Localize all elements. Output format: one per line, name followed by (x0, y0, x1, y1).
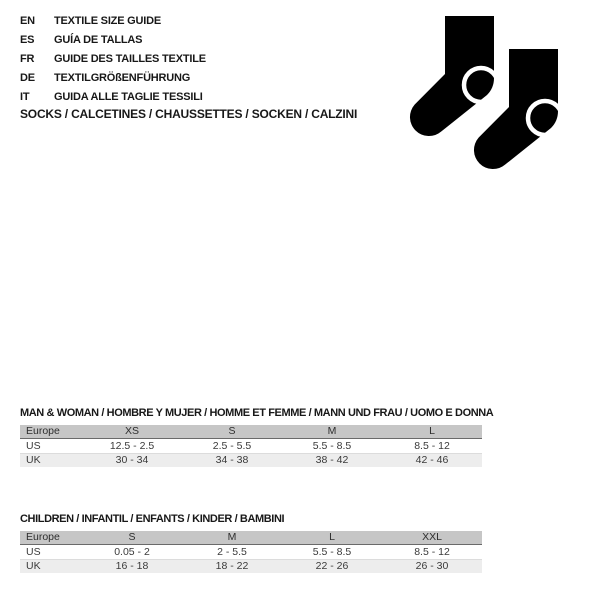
header-cell: XXL (382, 531, 482, 544)
value-cell: 2 - 5.5 (182, 544, 282, 559)
value-cell: 16 - 18 (82, 559, 182, 573)
value-cell: 38 - 42 (282, 453, 382, 467)
sock-back (410, 16, 498, 136)
header-cell: Europe (20, 531, 82, 544)
value-cell: 30 - 34 (82, 453, 182, 467)
value-cell: 34 - 38 (182, 453, 282, 467)
table-title: CHILDREN / INFANTIL / ENFANTS / KINDER / BAMBINI (20, 513, 285, 525)
language-list (20, 12, 206, 107)
language-row (20, 69, 206, 88)
value-cell: 26 - 30 (382, 559, 482, 573)
header-cell: M (282, 425, 382, 438)
language-code: ES (20, 34, 35, 46)
language-label: GUIDA ALLE TAGLIE TESSILI (54, 91, 203, 103)
language-label: TEXTILE SIZE GUIDE (54, 15, 162, 27)
header-cell: L (282, 531, 382, 544)
value-cell: 8.5 - 12 (382, 438, 482, 453)
value-cell: 2.5 - 5.5 (182, 438, 282, 453)
language-row (20, 88, 206, 107)
category-title: SOCKS / CALCETINES / CHAUSSETTES / SOCKEN / CALZINI (20, 107, 358, 121)
value-cell: 12.5 - 2.5 (82, 438, 182, 453)
language-row (20, 31, 206, 50)
table-title: MAN & WOMAN / HOMBRE Y MUJER / HOMME ET FEMME / MANN UND FRAU / UOMO E DONNA (20, 407, 494, 419)
value-cell: 5.5 - 8.5 (282, 438, 382, 453)
language-code: FR (20, 53, 35, 65)
region-cell: US (20, 438, 82, 453)
header-cell: S (82, 531, 182, 544)
value-cell: 18 - 22 (182, 559, 282, 573)
language-code: EN (20, 15, 35, 27)
header-cell: XS (82, 425, 182, 438)
language-row (20, 12, 206, 31)
language-label: GUÍA DE TALLAS (54, 34, 143, 46)
size-table-man-woman (20, 407, 494, 467)
language-row (20, 50, 206, 69)
header-cell: S (182, 425, 282, 438)
region-cell: UK (20, 559, 82, 573)
size-grid (20, 425, 482, 467)
value-cell: 5.5 - 8.5 (282, 544, 382, 559)
size-grid (20, 531, 482, 573)
language-label: TEXTILGRÖßENFÜHRUNG (54, 72, 191, 84)
header-cell: M (182, 531, 282, 544)
header-cell: L (382, 425, 482, 438)
value-cell: 8.5 - 12 (382, 544, 482, 559)
language-code: IT (20, 91, 30, 103)
size-table-children (20, 513, 482, 573)
region-cell: US (20, 544, 82, 559)
value-cell: 0.05 - 2 (82, 544, 182, 559)
value-cell: 22 - 26 (282, 559, 382, 573)
language-code: DE (20, 72, 35, 84)
header-cell: Europe (20, 425, 82, 438)
value-cell: 42 - 46 (382, 453, 482, 467)
language-label: GUIDE DES TAILLES TEXTILE (54, 53, 206, 65)
socks-icon (400, 10, 580, 185)
region-cell: UK (20, 453, 82, 467)
